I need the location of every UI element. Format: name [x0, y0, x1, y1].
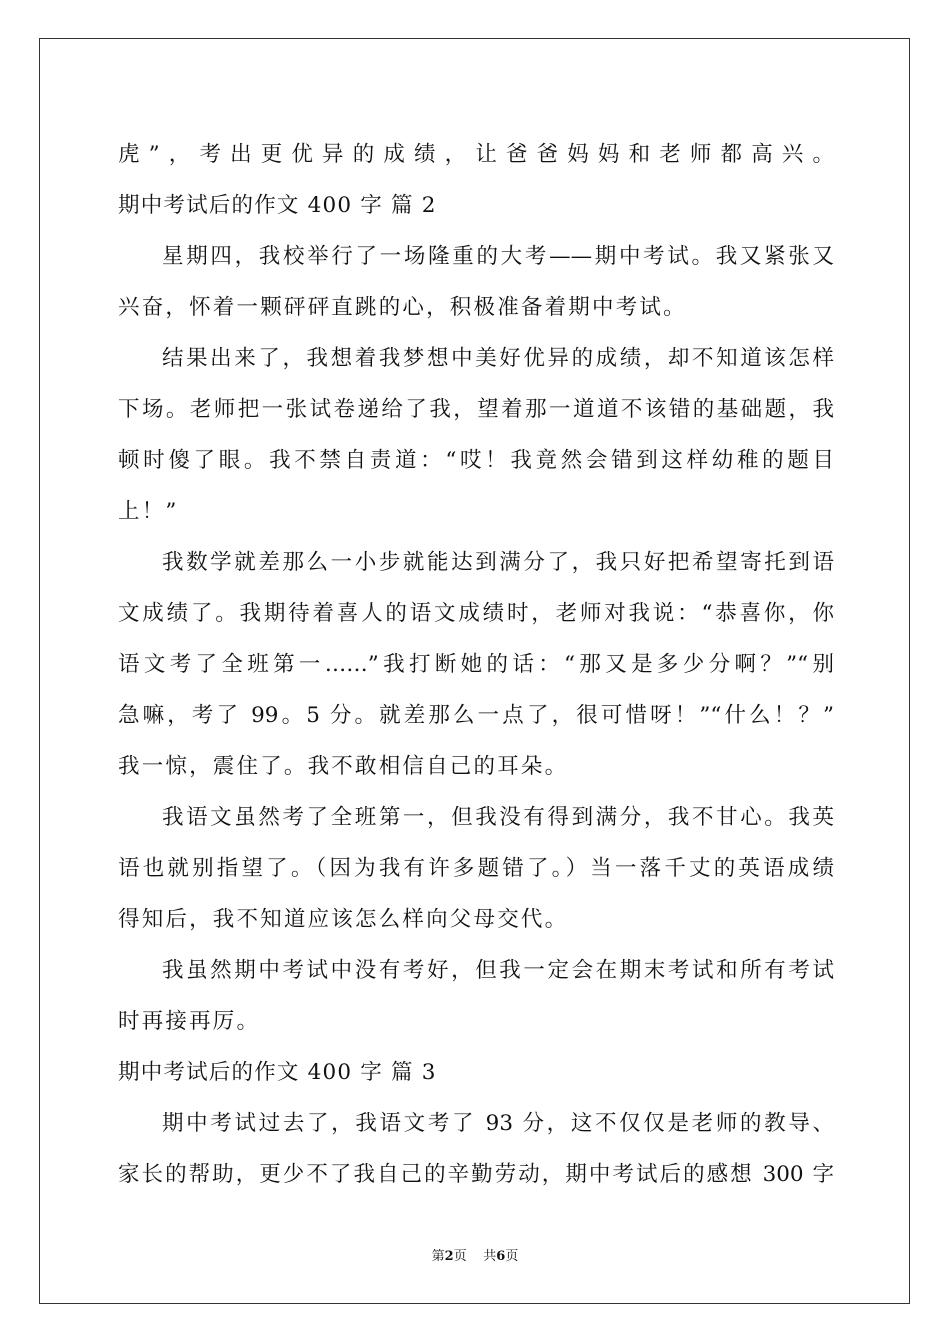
paragraph-line: 我语文虽然考了全班第一，但我没有得到满分，我不甘心。我英	[162, 805, 834, 830]
paragraph-line: 星期四，我校举行了一场隆重的大考——期中考试。我又紧张又	[162, 244, 834, 269]
paragraph-line: 得知后，我不知道应该怎么样向父母交代。	[118, 907, 569, 932]
paragraph-line: 时再接再厉。	[118, 1009, 261, 1034]
paragraph-line: 虎”，考出更优异的成绩，让爸爸妈妈和老师都高兴。	[118, 142, 834, 167]
paragraph-line: 我数学就差那么一小步就能达到满分了，我只好把希望寄托到语	[162, 550, 834, 575]
paragraph-line: 急嘛，考了 99。5 分。就差那么一点了，很可惜呀！”“什么！？”	[118, 703, 834, 728]
paragraph-line: 结果出来了，我想着我梦想中美好优异的成绩，却不知道该怎样	[162, 346, 834, 371]
paragraph-line: 顿时傻了眼。我不禁自责道：“哎！我竟然会错到这样幼稚的题目	[118, 448, 834, 473]
paragraph-line: 语文考了全班第一……”我打断她的话：“那又是多少分啊？”“别	[118, 652, 834, 677]
paragraph-line: 我虽然期中考试中没有考好，但我一定会在期末考试和所有考试	[162, 958, 834, 983]
paragraph-line: 下场。老师把一张试卷递给了我，望着那一道道不该错的基础题，我	[118, 397, 834, 422]
paragraph-line: 语也就别指望了。（因为我有许多题错了。）当一落千丈的英语成绩	[118, 856, 834, 881]
paragraph-line: 文成绩了。我期待着喜人的语文成绩时，老师对我说：“恭喜你，你	[118, 601, 834, 626]
current-page-number: 2	[444, 1249, 454, 1264]
total-pages-suffix: 页	[505, 1249, 519, 1264]
page-number-suffix: 页	[453, 1249, 467, 1264]
section-heading: 期中考试后的作文 400 字 篇 2	[118, 193, 437, 218]
paragraph-line: 家长的帮助，更少不了我自己的辛勤劳动，期中考试后的感想 300 字	[118, 1162, 834, 1187]
document-body	[118, 129, 834, 1200]
total-page-count: 6	[496, 1249, 506, 1264]
section-heading: 期中考试后的作文 400 字 篇 3	[118, 1060, 437, 1085]
paragraph-line: 我一惊，震住了。我不敢相信自己的耳朵。	[118, 754, 569, 779]
paragraph-line: 上！”	[118, 499, 179, 524]
paragraph-line: 兴奋，怀着一颗砰砰直跳的心，积极准备着期中考试。	[118, 295, 687, 320]
page-footer	[0, 1248, 950, 1266]
page-number-prefix: 第	[431, 1249, 445, 1264]
total-pages-prefix: 共	[483, 1249, 497, 1264]
paragraph-line: 期中考试过去了，我语文考了 93 分，这不仅仅是老师的教导、	[162, 1111, 834, 1136]
